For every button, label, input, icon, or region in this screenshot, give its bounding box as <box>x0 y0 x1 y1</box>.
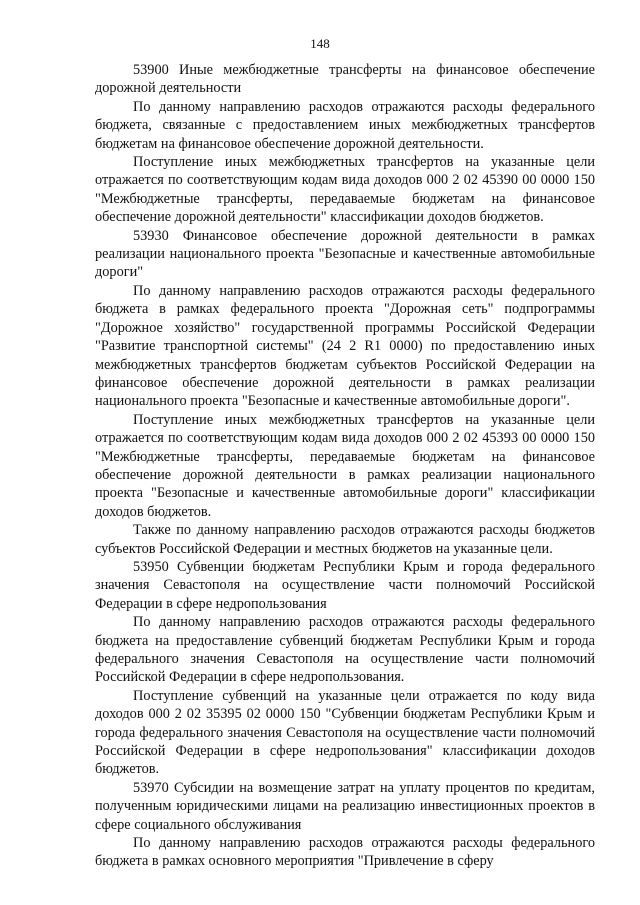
paragraph: По данному направлению расходов отражаются расходы федерального бюджета на предоставление субвенций бюджетам Республики Крым и города федерального значения Севастополя на осуществление части полномочий Российской Федерации в сфере недропользования. <box>95 614 595 686</box>
paragraph: Поступление субвенций на указанные цели отражается по коду вида доходов 000 2 02 35395 02 0000 150 "Субвенции бюджетам Республики Крым и города федерального значения Севастополя на осуществление части полномочий Российской Федерации в сфере недропользования" классификации доходов бюджетов. <box>95 687 595 778</box>
paragraph: Также по данному направлению расходов отражаются расходы бюджетов субъектов Российской Федерации и местных бюджетов на указанные цели. <box>95 522 595 557</box>
paragraph-section-53950-heading: 53950 Субвенции бюджетам Республики Крым и города федерального значения Севастополя на осуществление части полномочий Российской Федерации в сфере недропользования <box>95 558 595 612</box>
paragraph: Поступление иных межбюджетных трансфертов на указанные цели отражается по соответствующим кодам вида доходов 000 2 02 45390 00 0000 150 "Межбюджетные трансферты, передаваемые бюджетам на финансовое обеспечение дорожной деятельности" классификации доходов бюджетов. <box>95 154 595 226</box>
paragraph: По данному направлению расходов отражаются расходы федерального бюджета в рамках основного мероприятия "Привлечение в сферу <box>95 835 595 870</box>
paragraph: По данному направлению расходов отражаются расходы федерального бюджета, связанные с предоставлением иных межбюджетных трансфертов бюджетам на финансовое обеспечение дорожной деятельности. <box>95 98 595 152</box>
paragraph: По данному направлению расходов отражаются расходы федерального бюджета в рамках федерального проекта "Дорожная сеть" подпрограммы "Дорожное хозяйство" государственной программы Российской Федерации "Развитие транспортной системы" (24 2 R1 0000) по предоставлению иных межбюджетных трансфертов бюджетам субъектов Российской Федерации на финансовое обеспечение дорожной деятельности в рамках реализации национального проекта "Безопасные и качественные автомобильные дороги". <box>95 282 595 410</box>
paragraph-section-53930-heading: 53930 Финансовое обеспечение дорожной деятельности в рамках реализации национального проекта "Безопасные и качественные автомобильные дороги" <box>95 227 595 281</box>
page-number: 148 <box>310 36 330 51</box>
paragraph-section-53900-heading: 53900 Иные межбюджетные трансферты на финансовое обеспечение дорожной деятельности <box>95 62 595 97</box>
paragraph-section-53970-heading: 53970 Субсидии на возмещение затрат на уплату процентов по кредитам, полученным юридическими лицами на реализацию инвестиционных проектов в сфере социального обслуживания <box>95 779 595 833</box>
paragraph: Поступление иных межбюджетных трансфертов на указанные цели отражается по соответствующим кодам вида доходов 000 2 02 45393 00 0000 150 "Межбюджетные трансферты, передаваемые бюджетам на финансовое обеспечение дорожной деятельности в рамках реализации национального проекта "Безопасные и качественные автомобильные дороги" классификации доходов бюджетов. <box>95 411 595 520</box>
document-body <box>95 61 595 871</box>
